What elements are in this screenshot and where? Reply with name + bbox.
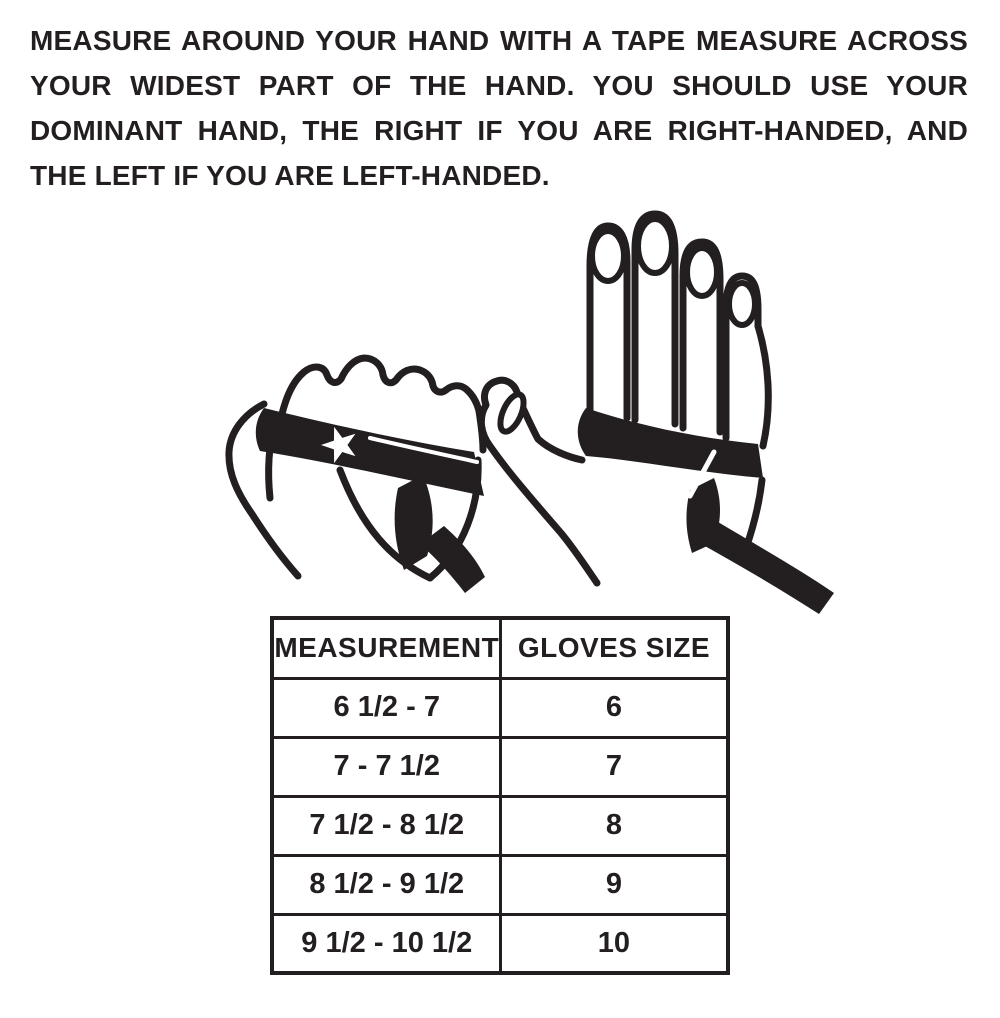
thumb-nail bbox=[496, 391, 529, 435]
index-fingernail bbox=[592, 231, 624, 281]
measurement-cell: 8 1/2 - 9 1/2 bbox=[272, 855, 500, 914]
table-row bbox=[272, 855, 727, 914]
pinky-fingernail bbox=[729, 283, 755, 325]
instruction-line-2: YOUR WIDEST PART OF THE HAND. YOU SHOULD USE YOUR bbox=[30, 70, 968, 101]
measurement-cell: 9 1/2 - 10 1/2 bbox=[272, 914, 500, 973]
thumb-inner-edge bbox=[518, 398, 582, 460]
instruction-line-1: MEASURE AROUND YOUR HAND WITH A TAPE MEASURE ACROSS bbox=[30, 25, 968, 56]
ring-fingernail bbox=[687, 248, 717, 296]
tape-tail-wrist bbox=[694, 522, 834, 614]
hand-right-edge bbox=[758, 326, 768, 446]
column-header-gloves-size: GLOVES SIZE bbox=[501, 618, 728, 678]
size-cell: 9 bbox=[501, 855, 728, 914]
table-row bbox=[272, 678, 727, 737]
size-cell: 7 bbox=[501, 737, 728, 796]
size-cell: 8 bbox=[501, 796, 728, 855]
middle-fingernail bbox=[638, 219, 672, 273]
table-row bbox=[272, 796, 727, 855]
column-header-measurement: MEASUREMENT bbox=[272, 618, 500, 678]
size-cell: 10 bbox=[501, 914, 728, 973]
hand-measuring-illustration bbox=[180, 198, 840, 616]
fist-with-tape-measure-icon bbox=[229, 358, 485, 593]
instruction-line-3: DOMINANT HAND, THE RIGHT IF YOU ARE RIGHT-HANDED, AND bbox=[30, 115, 968, 146]
tape-band-palm bbox=[578, 408, 763, 478]
table-header-row bbox=[272, 618, 727, 678]
thumb-outline bbox=[481, 380, 597, 583]
open-hand-with-tape-measure-icon bbox=[481, 214, 834, 614]
tape-band-fist bbox=[256, 408, 484, 496]
measurement-cell: 7 - 7 1/2 bbox=[272, 737, 500, 796]
table-row bbox=[272, 914, 727, 973]
tape-twist-fist bbox=[395, 475, 433, 570]
measuring-instructions bbox=[30, 18, 968, 198]
table-row bbox=[272, 737, 727, 796]
hand-right-edge-lower bbox=[746, 480, 762, 548]
hand-measuring-illustration-svg bbox=[180, 198, 840, 616]
instruction-line-4: THE LEFT IF YOU ARE LEFT-HANDED. bbox=[30, 160, 550, 191]
measurement-cell: 6 1/2 - 7 bbox=[272, 678, 500, 737]
glove-size-chart-table bbox=[270, 616, 729, 975]
measurement-cell: 7 1/2 - 8 1/2 bbox=[272, 796, 500, 855]
size-cell: 6 bbox=[501, 678, 728, 737]
